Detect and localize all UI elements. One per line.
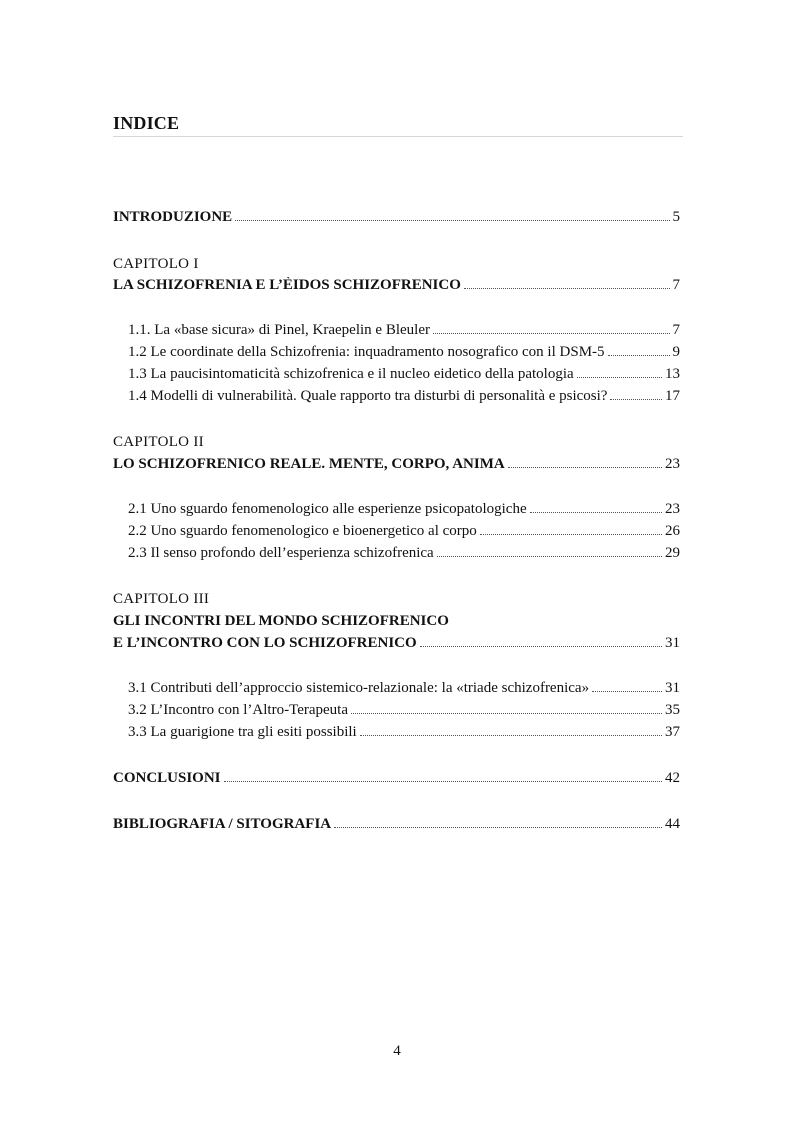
dot-leader — [610, 399, 662, 400]
toc-entry-section-3-2[interactable] — [128, 702, 680, 719]
toc-entry-title: 3.1 Contributi dell’approccio sistemico-relazionale: la «triade schizofrenica» — [128, 680, 590, 696]
dot-leader — [420, 646, 662, 647]
toc-entry-section-1-4[interactable] — [128, 388, 680, 405]
dot-leader — [592, 691, 662, 692]
dot-leader — [508, 467, 662, 468]
chapter-label: CAPITOLO II — [113, 434, 204, 450]
toc-entry-conclusioni[interactable] — [113, 770, 680, 787]
dot-leader — [334, 827, 662, 828]
toc-entry-title: 3.3 La guarigione tra gli esiti possibili — [128, 724, 357, 740]
chapter-label: CAPITOLO I — [113, 256, 199, 272]
toc-page-number: 9 — [672, 344, 680, 360]
toc-entry-title: LA SCHIZOFRENIA E L’ÈIDOS SCHIZOFRENICO — [113, 277, 461, 293]
toc-page-number: 44 — [665, 816, 680, 832]
chapter-label: CAPITOLO III — [113, 591, 210, 607]
toc-page-number: 31 — [665, 635, 680, 651]
toc-entry-section-3-1[interactable] — [128, 680, 680, 697]
chapter-title-line: GLI INCONTRI DEL MONDO SCHIZOFRENICO — [113, 613, 449, 629]
toc-entry-title: 1.4 Modelli di vulnerabilità. Quale rapporto tra disturbi di personalità e psicosi? — [128, 388, 608, 404]
toc-entry-chapter-1[interactable] — [113, 277, 680, 294]
dot-leader — [437, 556, 662, 557]
dot-leader — [480, 534, 662, 535]
toc-entry-title: 2.1 Uno sguardo fenomenologico alle esperienze psicopatologiche — [128, 501, 527, 517]
dot-leader — [360, 735, 662, 736]
toc-entry-title: 3.2 L’Incontro con l’Altro-Terapeuta — [128, 702, 348, 718]
toc-entry-title: 1.3 La paucisintomaticità schizofrenica e il nucleo eidetico della patologia — [128, 366, 574, 382]
toc-page-number: 31 — [665, 680, 680, 696]
toc-page-number: 35 — [665, 702, 680, 718]
toc-entry-title: 1.1. La «base sicura» di Pinel, Kraepelin e Bleuler — [128, 322, 430, 338]
toc-entry-section-3-3[interactable] — [128, 724, 680, 741]
toc-entry-chapter-3[interactable] — [113, 635, 680, 652]
toc-page-number: 7 — [672, 322, 680, 338]
toc-entry-section-2-2[interactable] — [128, 523, 680, 540]
toc-entry-section-2-1[interactable] — [128, 501, 680, 518]
dot-leader — [235, 220, 669, 221]
toc-entry-title: E L’INCONTRO CON LO SCHIZOFRENICO — [113, 635, 417, 651]
toc-entry-section-1-1[interactable] — [128, 322, 680, 339]
toc-page-number: 23 — [665, 456, 680, 472]
toc-page-number: 37 — [665, 724, 680, 740]
toc-entry-chapter-2[interactable] — [113, 456, 680, 473]
page-number-footer: 4 — [393, 1043, 401, 1059]
toc-entry-bibliografia[interactable] — [113, 816, 680, 833]
dot-leader — [577, 377, 662, 378]
toc-page-number: 26 — [665, 523, 680, 539]
dot-leader — [464, 288, 670, 289]
dot-leader — [224, 781, 662, 782]
toc-page-number: 29 — [665, 545, 680, 561]
toc-entry-title: CONCLUSIONI — [113, 770, 221, 786]
toc-page-number: 23 — [665, 501, 680, 517]
dot-leader — [608, 355, 670, 356]
toc-entry-title: LO SCHIZOFRENICO REALE. MENTE, CORPO, ANIMA — [113, 456, 505, 472]
toc-entry-title: INTRODUZIONE — [113, 209, 233, 225]
toc-page-number: 5 — [672, 209, 680, 225]
toc-page-number: 42 — [665, 770, 680, 786]
page-title: INDICE — [113, 113, 683, 137]
toc-entry-section-1-3[interactable] — [128, 366, 680, 383]
dot-leader — [530, 512, 662, 513]
dot-leader — [351, 713, 662, 714]
toc-page-number: 7 — [672, 277, 680, 293]
toc-entry-section-1-2[interactable] — [128, 344, 680, 361]
toc-entry-title: 1.2 Le coordinate della Schizofrenia: inquadramento nosografico con il DSM-5 — [128, 344, 605, 360]
toc-entry-introduzione[interactable] — [113, 209, 680, 226]
toc-entry-section-2-3[interactable] — [128, 545, 680, 562]
dot-leader — [433, 333, 670, 334]
toc-page-number: 13 — [665, 366, 680, 382]
toc-page-number: 17 — [665, 388, 680, 404]
toc-entry-title: 2.3 Il senso profondo dell’esperienza schizofrenica — [128, 545, 434, 561]
toc-entry-title: 2.2 Uno sguardo fenomenologico e bioenergetico al corpo — [128, 523, 477, 539]
toc-entry-title: BIBLIOGRAFIA / SITOGRAFIA — [113, 816, 332, 832]
